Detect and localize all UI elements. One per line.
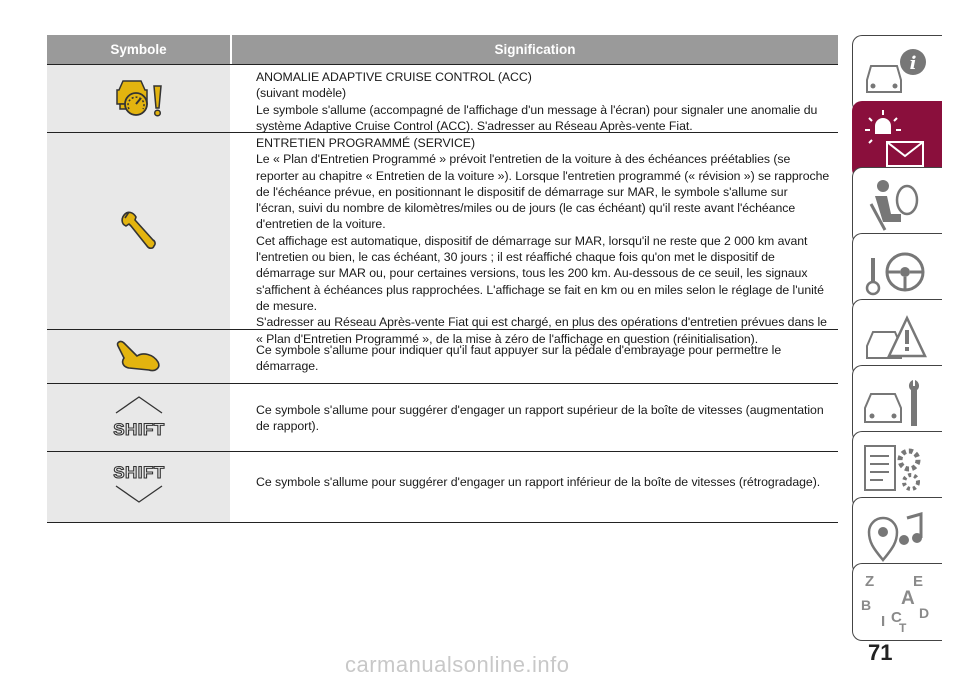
svg-text:T: T (899, 621, 907, 634)
wrench-service-icon (119, 208, 159, 252)
shift-down-icon (104, 460, 174, 508)
header-symbole: Symbole (110, 42, 167, 57)
svg-text:A: A (901, 588, 915, 609)
header-signification: Signification (494, 42, 576, 57)
svg-text:B: B (861, 597, 872, 613)
table-row-shift-down-text: Ce symbole s'allume pour suggérer d'engager un rapport inférieur de la boîte de vitesses (rétrogradage). (256, 475, 821, 489)
shift-up-icon (104, 393, 174, 441)
table-row-shift-down-icon-cell (47, 456, 230, 512)
row-divider (47, 451, 838, 452)
key-steering-wheel-icon (861, 240, 931, 304)
table-row-acc-text: ANOMALIE ADAPTIVE CRUISE CONTROL (ACC) (suivant modèle) Le symbole s'allume (accompagné de l'affichage d'un message à l'écran) pour signaler une anomalie du système Adaptive Cruise Control (ACC). S'adresser au Réseau Après-vente Fiat. (256, 70, 818, 133)
table-row-service-text: ENTRETIEN PROGRAMMÉ (SERVICE) Le « Plan d'Entretien Programmé » prévoit l'entretien de la voiture à des échéances préétablies (se reporter au chapitre « Entretien de la voiture »). Lorsque l'entretien programmé (« révision ») se rapproche de l'échéance prévue, en positionnant le dispositif de démarrage sur MAR, le symbole s'allume sur l'écran, suivi du nombre de kilomètres/miles ou de jours (le cas échéant) qu'il reste avant l'échéance d'entretien de la voiture. Cet affichage est automatique, dispositif de démarrage sur MAR, lorsqu'il ne reste que 2 000 km avant l'entretien ou bien, le cas échéant, 30 jours ; il est réaffiché chaque fois qu'on met le dispositif de démarrage sur MAR ou, pour certaines versions, tous les 200 km. Au-dessous de ce seuil, les signaux s'affichent à échéances plus rapprochées. L'affichage se fait en km ou en miles selon le réglage de l'unité de mesure. S'adresser au Réseau Après-vente Fiat qui est chargé, en plus des opérations d'entretien prévues dans le « Plan d'Entretien Programmé », de la mise à zéro de l'affichage en question (réinitialisation). (256, 136, 830, 346)
table-row-acc-icon-cell (47, 74, 230, 122)
warning-light-message-icon (861, 108, 931, 172)
page-number: 71 (868, 640, 893, 665)
shift-down-label: SHIFT (112, 463, 165, 482)
tab-index[interactable] (852, 563, 942, 641)
row-divider (47, 383, 838, 384)
car-emergency-icon (861, 306, 931, 370)
table-row-service-icon-cell (47, 205, 230, 255)
table-row-clutch-text: Ce symbole s'allume pour indiquer qu'il faut appuyer sur la pédale d'embrayage pour permettre le démarrage. (256, 343, 782, 374)
table-row-clutch-icon-cell (47, 334, 230, 378)
shift-up-label: SHIFT (112, 420, 165, 439)
svg-text:I: I (881, 613, 886, 630)
seat-safety-airbag-icon (861, 174, 931, 238)
watermark: carmanualsonline.info (345, 652, 570, 677)
car-maintenance-icon (861, 372, 931, 436)
adaptive-cruise-control-warning-icon (111, 76, 167, 120)
svg-text:D: D (919, 605, 930, 621)
table-row-shift-up-text: Ce symbole s'allume pour suggérer d'engager un rapport supérieur de la boîte de vitesses (augmentation de rapport). (256, 403, 824, 434)
index-letters-icon (861, 570, 931, 634)
svg-text:i: i (909, 53, 917, 74)
table-header (47, 35, 838, 65)
table-row-shift-up-icon-cell (47, 391, 230, 443)
row-divider (47, 522, 838, 523)
specifications-gear-icon (861, 438, 931, 502)
svg-text:C: C (891, 609, 902, 626)
svg-text:E: E (913, 573, 924, 590)
car-info-icon (861, 42, 931, 106)
symbol-column (47, 65, 230, 522)
svg-text:Z: Z (865, 573, 875, 590)
multimedia-icon (861, 504, 931, 568)
clutch-pedal-icon (113, 338, 165, 374)
